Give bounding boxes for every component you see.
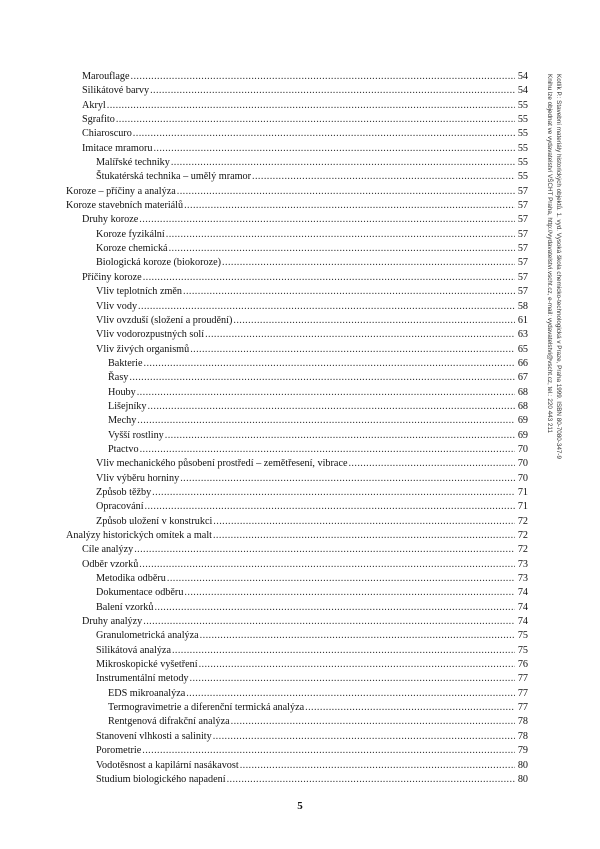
dot-leader xyxy=(171,156,515,170)
side-note xyxy=(545,74,562,459)
toc-entry xyxy=(66,672,528,686)
dot-leader xyxy=(137,386,515,400)
toc-entry-title: Vodotěsnost a kapilární nasákavost xyxy=(96,759,239,771)
dot-leader xyxy=(153,142,515,156)
toc-entry-title: Vyšší rostliny xyxy=(108,429,164,441)
toc-entry-page: 55 xyxy=(517,128,528,140)
toc-entry-title: Vliv mechanického působení prostředí – zemětřesení, vibrace xyxy=(96,458,348,470)
dot-leader xyxy=(240,759,515,773)
dot-leader xyxy=(144,357,515,371)
dot-leader xyxy=(167,572,515,586)
toc-entry-page: 72 xyxy=(517,544,528,556)
dot-leader xyxy=(133,127,515,141)
dot-leader xyxy=(184,199,515,213)
dot-leader xyxy=(213,529,515,543)
toc-entry-title: Houby xyxy=(108,386,136,398)
toc-entry-page: 57 xyxy=(517,214,528,226)
toc-entry xyxy=(66,558,528,572)
dot-leader xyxy=(184,586,515,600)
toc-entry-title: Vliv ovzduší (složení a proudění) xyxy=(96,314,233,326)
toc-entry-title: Vliv výběru horniny xyxy=(96,472,180,484)
toc-entry xyxy=(66,70,528,84)
toc-entry-page: 80 xyxy=(517,759,528,771)
toc-entry-page: 65 xyxy=(517,343,528,355)
toc-entry-page: 57 xyxy=(517,286,528,298)
dot-leader xyxy=(147,400,515,414)
dot-leader xyxy=(227,773,515,787)
toc-entry xyxy=(66,314,528,328)
toc-entry xyxy=(66,515,528,529)
toc-entry-page: 68 xyxy=(517,400,528,412)
toc-entry xyxy=(66,759,528,773)
toc-entry xyxy=(66,328,528,342)
toc-entry xyxy=(66,572,528,586)
toc-entry-page: 80 xyxy=(517,773,528,785)
toc-entry xyxy=(66,443,528,457)
dot-leader xyxy=(139,558,515,572)
toc-entry xyxy=(66,84,528,98)
toc-entry xyxy=(66,586,528,600)
dot-leader xyxy=(152,486,515,500)
toc-entry-title: EDS mikroanalýza xyxy=(108,687,186,699)
toc-entry xyxy=(66,644,528,658)
toc-entry-title: Vliv vodorozpustných solí xyxy=(96,329,205,341)
toc-entry xyxy=(66,715,528,729)
toc-entry-title: Druhy analýzy xyxy=(82,616,143,628)
toc-entry-page: 76 xyxy=(517,659,528,671)
table-of-contents xyxy=(66,70,528,787)
toc-entry-title: Vliv vody xyxy=(96,300,138,312)
toc-entry xyxy=(66,99,528,113)
dot-leader xyxy=(131,70,515,84)
toc-entry-page: 73 xyxy=(517,573,528,585)
toc-entry xyxy=(66,615,528,629)
toc-entry-page: 79 xyxy=(517,745,528,757)
toc-entry-title: Chiaroscuro xyxy=(82,128,132,140)
toc-entry-title: Sgrafito xyxy=(82,114,115,126)
toc-entry-title: Dokumentace odběru xyxy=(96,587,184,599)
dot-leader xyxy=(139,213,515,227)
toc-entry-title: Instrumentální metody xyxy=(96,673,189,685)
toc-entry xyxy=(66,199,528,213)
toc-entry-page: 70 xyxy=(517,472,528,484)
dot-leader xyxy=(180,472,515,486)
toc-entry-page: 73 xyxy=(517,558,528,570)
toc-entry-page: 54 xyxy=(517,71,528,82)
toc-entry-title: Malířské techniky xyxy=(96,157,170,169)
toc-entry-page: 70 xyxy=(517,458,528,470)
toc-entry-page: 67 xyxy=(517,372,528,384)
dot-leader xyxy=(137,414,515,428)
toc-entry-page: 77 xyxy=(517,702,528,714)
toc-entry-page: 71 xyxy=(517,501,528,513)
toc-entry xyxy=(66,773,528,787)
toc-entry-page: 54 xyxy=(517,85,528,97)
toc-entry xyxy=(66,285,528,299)
toc-entry xyxy=(66,127,528,141)
dot-leader xyxy=(150,84,515,98)
toc-entry-title: Řasy xyxy=(108,372,129,384)
dot-leader xyxy=(233,314,515,328)
toc-entry-title: Odběr vzorků xyxy=(82,558,139,570)
dot-leader xyxy=(145,500,515,514)
toc-entry-page: 74 xyxy=(517,587,528,599)
dot-leader xyxy=(305,701,515,715)
dot-leader xyxy=(172,644,515,658)
dot-leader xyxy=(165,429,515,443)
toc-entry-page: 55 xyxy=(517,99,528,111)
dot-leader xyxy=(129,371,515,385)
dot-leader xyxy=(116,113,515,127)
toc-entry-title: Koroze fyzikální xyxy=(96,228,165,240)
dot-leader xyxy=(177,185,515,199)
toc-entry-page: 75 xyxy=(517,630,528,642)
toc-entry xyxy=(66,429,528,443)
toc-entry xyxy=(66,601,528,615)
toc-entry-page: 57 xyxy=(517,185,528,197)
toc-entry-title: Koroze – příčiny a analýza xyxy=(66,185,176,197)
toc-entry-title: Cíle analýzy xyxy=(82,544,134,556)
toc-entry xyxy=(66,400,528,414)
dot-leader xyxy=(166,228,515,242)
toc-entry xyxy=(66,357,528,371)
toc-entry-title: Stanovení vlhkosti a salinity xyxy=(96,730,212,742)
toc-entry-title: Lišejníky xyxy=(108,400,147,412)
toc-entry xyxy=(66,185,528,199)
toc-entry xyxy=(66,730,528,744)
toc-entry-page: 78 xyxy=(517,730,528,742)
toc-entry xyxy=(66,371,528,385)
toc-entry-title: Koroze stavebních materiálů xyxy=(66,200,184,212)
toc-entry xyxy=(66,472,528,486)
toc-entry-page: 68 xyxy=(517,386,528,398)
toc-entry-page: 63 xyxy=(517,329,528,341)
dot-leader xyxy=(107,99,515,113)
toc-entry-title: Vliv teplotních změn xyxy=(96,286,183,298)
dot-leader xyxy=(190,672,515,686)
toc-entry xyxy=(66,228,528,242)
toc-entry-title: Mikroskopické vyšetření xyxy=(96,659,198,671)
toc-entry-title: Analýzy historických omítek a malt xyxy=(66,530,212,541)
toc-entry-title: Příčiny koroze xyxy=(82,271,142,283)
toc-entry xyxy=(66,170,528,184)
toc-entry-title: Silikátové barvy xyxy=(82,85,150,97)
dot-leader xyxy=(190,343,515,357)
toc-entry xyxy=(66,271,528,285)
toc-entry-page: 55 xyxy=(517,171,528,183)
toc-entry-title: Biologická koroze (biokoroze) xyxy=(96,257,222,269)
toc-entry-title: Balení vzorků xyxy=(96,601,154,613)
dot-leader xyxy=(154,601,515,615)
toc-entry-title: Granulometrická analýza xyxy=(96,630,199,642)
toc-entry xyxy=(66,142,528,156)
dot-leader xyxy=(140,443,515,457)
toc-entry xyxy=(66,113,528,127)
dot-leader xyxy=(142,744,515,758)
toc-entry-page: 58 xyxy=(517,300,528,312)
toc-entry-page: 77 xyxy=(517,673,528,685)
toc-entry-page: 57 xyxy=(517,257,528,269)
toc-entry-title: Opracování xyxy=(96,501,144,513)
toc-entry-title: Silikátová analýza xyxy=(96,644,171,656)
toc-entry xyxy=(66,256,528,270)
toc-entry xyxy=(66,687,528,701)
order-info-line: Knihu lze objednat ve vydavatelství VŠCHT Praha, http://vydavatelstvi.vscht.cz, e-mail: vydavatelstvi@vscht.cz, tel.: 220 443 211 xyxy=(546,74,554,433)
toc-entry-title: Koroze chemická xyxy=(96,243,168,255)
toc-entry-page: 69 xyxy=(517,415,528,427)
toc-entry xyxy=(66,529,528,543)
toc-entry-page: 72 xyxy=(517,515,528,527)
dot-leader xyxy=(143,615,515,629)
page-number: 5 xyxy=(297,800,303,812)
toc-entry-page: 77 xyxy=(517,687,528,699)
toc-entry xyxy=(66,744,528,758)
toc-entry xyxy=(66,658,528,672)
toc-entry-title: Způsob uložení v konstrukci xyxy=(96,515,213,527)
toc-entry-title: Druhy koroze xyxy=(82,214,139,226)
toc-entry xyxy=(66,629,528,643)
toc-entry-title: Marouflage xyxy=(82,71,130,82)
dot-leader xyxy=(200,629,515,643)
toc-entry-page: 69 xyxy=(517,429,528,441)
dot-leader xyxy=(199,658,515,672)
toc-entry-title: Mechy xyxy=(108,415,137,427)
toc-entry-page: 70 xyxy=(517,443,528,455)
toc-entry-page: 55 xyxy=(517,114,528,126)
dot-leader xyxy=(169,242,515,256)
toc-entry-title: Ptactvo xyxy=(108,443,139,455)
dot-leader xyxy=(183,285,515,299)
toc-entry-page: 55 xyxy=(517,157,528,169)
toc-entry xyxy=(66,457,528,471)
toc-entry xyxy=(66,213,528,227)
toc-entry-page: 57 xyxy=(517,228,528,240)
toc-entry-page: 74 xyxy=(517,601,528,613)
toc-entry xyxy=(66,500,528,514)
toc-entry-title: Akryl xyxy=(82,99,106,111)
dot-leader xyxy=(134,543,515,557)
dot-leader xyxy=(143,271,515,285)
toc-entry xyxy=(66,486,528,500)
citation-line: Kotlík P.: Stavební materiály historických objektů. 1. vyd. Vysoká škola chemicko-technologická v Praze, Praha 1999. ISBN 80-7080-347-9 xyxy=(555,74,562,460)
toc-entry-title: Imitace mramoru xyxy=(82,142,153,154)
toc-entry-page: 74 xyxy=(517,616,528,628)
dot-leader xyxy=(213,730,515,744)
toc-entry-title: Studium biologického napadení xyxy=(96,773,226,785)
dot-leader xyxy=(231,715,515,729)
toc-entry xyxy=(66,242,528,256)
dot-leader xyxy=(348,457,515,471)
toc-entry xyxy=(66,343,528,357)
toc-entry-title: Vliv živých organismů xyxy=(96,343,190,355)
toc-entry-page: 57 xyxy=(517,271,528,283)
toc-entry xyxy=(66,156,528,170)
toc-entry-page: 57 xyxy=(517,200,528,212)
toc-entry xyxy=(66,543,528,557)
dot-leader xyxy=(205,328,515,342)
toc-entry-title: Způsob těžby xyxy=(96,486,152,498)
dot-leader xyxy=(186,687,515,701)
toc-entry-page: 61 xyxy=(517,314,528,326)
toc-entry-page: 78 xyxy=(517,716,528,728)
toc-entry-page: 71 xyxy=(517,486,528,498)
dot-leader xyxy=(213,515,515,529)
dot-leader xyxy=(252,170,515,184)
toc-entry xyxy=(66,386,528,400)
toc-entry-page: 66 xyxy=(517,357,528,369)
toc-entry xyxy=(66,701,528,715)
toc-entry-title: Termogravimetrie a diferenční termická analýza xyxy=(108,702,305,714)
toc-entry-title: Rentgenová difrakční analýza xyxy=(108,716,230,728)
dot-leader xyxy=(222,256,515,270)
toc-entry-page: 57 xyxy=(517,243,528,255)
toc-entry-page: 55 xyxy=(517,142,528,154)
toc-entry-page: 75 xyxy=(517,644,528,656)
toc-entry-title: Bakterie xyxy=(108,357,143,369)
toc-entry-title: Štukatérská technika – umělý mramor xyxy=(96,171,252,183)
toc-entry xyxy=(66,300,528,314)
toc-entry-title: Porometrie xyxy=(96,745,142,757)
toc-entry-title: Metodika odběru xyxy=(96,573,166,585)
dot-leader xyxy=(138,300,515,314)
toc-entry-page: 72 xyxy=(517,530,528,541)
toc-entry xyxy=(66,414,528,428)
